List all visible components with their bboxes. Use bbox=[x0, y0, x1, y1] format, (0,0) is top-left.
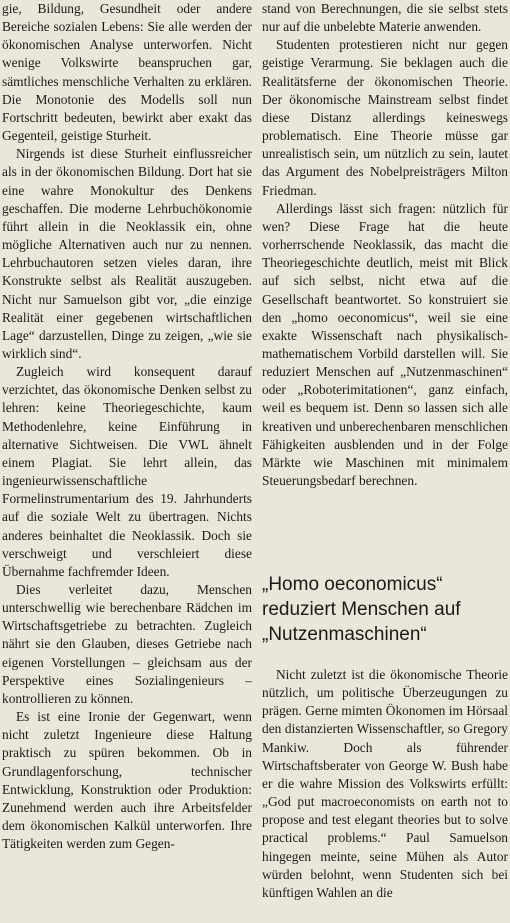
paragraph: Nicht zuletzt ist die ökonomische Theorie nützlich, um politische Überzeugungen zu prägen. Gerne mimten Ökonomen im Hörsaal den distanzierten Wissenschaftler, so Gregory Mankiw. Doch als führender Wirtschaftsberater von George W. Bush habe er die wahre Mission des Volkswirts erfüllt: „God put macroeconomists on earth not to propose and test elegant theories but to solve practical problems.“ Paul Samuelson hingegen meinte, seine Mühen als Autor würden belohnt, wenn Studenten sich bei künftigen Wahlen an die bbox=[262, 667, 508, 900]
article-column-right bbox=[262, 0, 508, 490]
paragraph: Studenten protestieren nicht nur gegen geistige Verarmung. Sie beklagen auch die Realitätsferne der ökonomischen Theorie. Der ökonomische Mainstream selbst findet diese Distanz allerdings keineswegs problematisch. Eine Theorie müsse gar unrealistisch sein, um nützlich zu sein, lautet das Argument des Nobelpreisträgers Milton Friedman. bbox=[262, 37, 508, 198]
paragraph: Es ist eine Ironie der Gegenwart, wenn nicht zuletzt Ingenieure diese Haltung praktisch zu spüren bekommen. Ob in Grundlagenforschung, technischer Entwicklung, Konstruktion oder Produktion: Zunehmend werden auch ihre Arbeitsfelder dem ökonomischen Kalkül unterworfen. Ihre Tätigkeiten werden zum Gegen- bbox=[2, 709, 252, 852]
paragraph: Zugleich wird konsequent darauf verzichtet, das ökonomische Denken selbst zu lehren: keine Theoriegeschichte, kaum Methodenlehre, keine Einführung in alternative Sichtweisen. Die VWL ähnelt einem Plagiat. Sie lehrt allein, das ingenieurwissenschaftliche Formelinstrumentarium des 19. Jahrhunderts auf die soziale Welt zu übertragen. Nichts anderes beinhaltet die Neoklassik. Doch sie verschweigt und verschleiert diese Übernahme fachfremder Ideen. bbox=[2, 364, 252, 579]
subheading-line: „Homo oeconomicus“ bbox=[262, 574, 443, 595]
paragraph: Allerdings lässt sich fragen: nützlich für wen? Diese Frage hat die heute vorherrschende Neoklassik, das macht die Theoriegeschichte deutlich, meist mit Blick auf sich selbst, nicht etwa auf die Gesellschaft beantwortet. So konstruiert sie den „homo oeconomicus“, weil sie eine exakte Wissenschaft nach physikalisch-mathematischem Vorbild darstellen will. Sie reduziert Menschen auf „Nutzenmaschinen“ oder „Roboterimitationen“, ganz einfach, weil es bequem ist. Denn so lassen sich alle kreativen und unberechenbaren menschlichen Fähigkeiten ausblenden und in der Folge Märkte wie Maschinen mit minimalem Steuerungsbedarf berechnen. bbox=[262, 200, 508, 489]
paragraph: stand von Berechnungen, die sie selbst stets nur auf die unbelebte Materie anwenden. bbox=[262, 1, 508, 35]
paragraph: gie, Bildung, Gesundheit oder andere Bereiche sozialen Lebens: Sie alle werden der ökonomischen Analyse unterworfen. Nicht wenige Volkswirte beanspruchen gar, sämtliches menschliche Verhalten zu erklären. Die Monotonie des Modells soll nun Fortschritt bedeuten, bewirkt aber exakt das Gegenteil, geistige Sturheit. bbox=[2, 1, 252, 144]
article-column-left bbox=[2, 0, 252, 853]
subheading-line: „Nutzenmaschinen“ bbox=[262, 624, 427, 645]
paragraph: Dies verleitet dazu, Menschen unterschwellig wie berechenbare Rädchen im Wirtschaftsgetriebe zu betrachten. Zugleich nährt sie den Glauben, dieses Getriebe nach eigenen Vorstellungen – gleichsam aus der Perspektive eines Sozialingenieurs – kontrollieren zu können. bbox=[2, 582, 252, 706]
section-subheading bbox=[262, 572, 508, 647]
article-column-right-lower bbox=[262, 666, 508, 902]
subheading-line: reduziert Menschen auf bbox=[262, 599, 461, 620]
paragraph: Nirgends ist diese Sturheit einflussreicher als in der ökonomischen Bildung. Dort hat sie eine wahre Monokultur des Denkens geschaffen. Die moderne Lehrbuchökonomie führt allein in die Neoklassik ein, ohne mögliche Alternativen auch nur zu nennen. Lehrbuchautoren setzen vieles daran, ihre Konstrukte selbst als Realität auszugeben. Nicht nur Samuelson gibt vor, „die einzige Realität einer gegebenen wirtschaftlichen Lage“ darzustellen, Dinge zu zeigen, „wie sie wirklich sind“. bbox=[2, 146, 252, 361]
